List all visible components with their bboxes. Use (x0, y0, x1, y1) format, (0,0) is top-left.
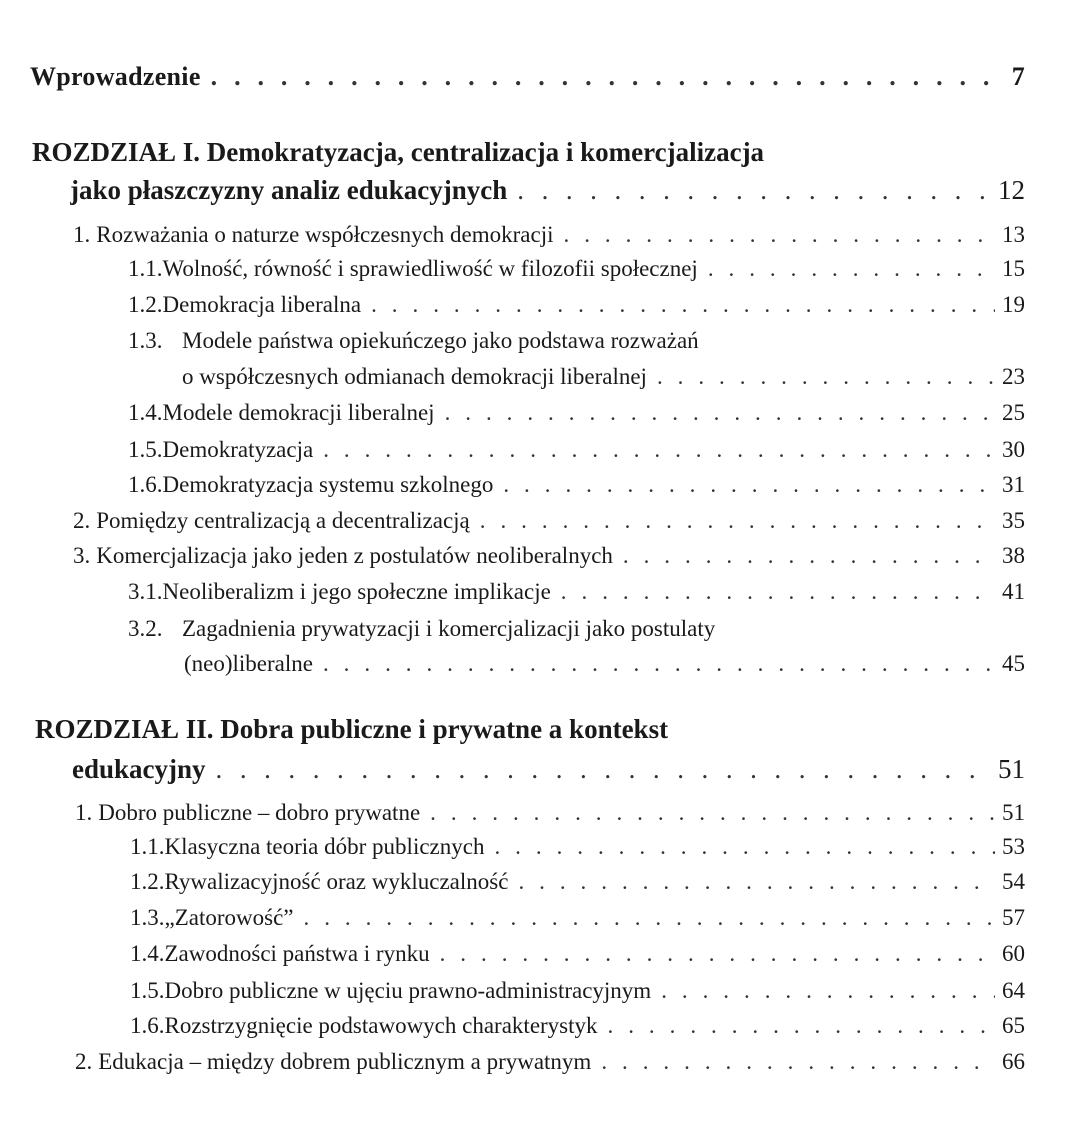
entry-title: Demokratyzacja (162, 437, 314, 462)
leader-dots (361, 292, 995, 318)
toc-entry (128, 256, 1025, 282)
leader-dots (651, 978, 995, 1004)
page-number: 41 (1002, 579, 1025, 604)
page-number: 25 (1002, 400, 1025, 425)
leader-dots (508, 869, 995, 895)
toc-entry (130, 834, 1025, 860)
toc-entry-line2 (184, 651, 1025, 677)
entry-title: Modele państwa opiekuńczego jako podstawa rozważań (182, 328, 699, 353)
leader-dots (613, 543, 995, 569)
toc-entry-intro (30, 62, 1025, 92)
entry-number: 1.5. (130, 978, 165, 1003)
page-number: 15 (1002, 256, 1025, 281)
page-number: 54 (1002, 869, 1025, 894)
toc-entry (75, 1049, 1025, 1075)
page-number: 19 (1002, 292, 1025, 317)
toc-entry-line2 (182, 364, 1025, 390)
entry-title: Rywalizacyjność oraz wykluczalność (164, 869, 509, 894)
toc-entry (130, 978, 1025, 1004)
leader-dots (294, 905, 996, 931)
page-number: 65 (1002, 1013, 1025, 1038)
leader-dots (554, 222, 996, 248)
entry-title: Wprowadzenie (30, 62, 201, 91)
page-number: 57 (1002, 905, 1025, 930)
entry-number: 2. (75, 1049, 93, 1074)
chapter-2-heading-line1: ROZDZIAŁ II. Dobra publiczne i prywatne a kontekst (35, 714, 669, 744)
entry-title: Neoliberalizm i jego społeczne implikacje (162, 579, 551, 604)
entry-number: 1.1. (130, 834, 165, 859)
entry-number: 1.3. (130, 905, 165, 930)
entry-title: Pomiędzy centralizacją a decentralizacją (96, 508, 470, 533)
toc-entry (130, 869, 1025, 895)
entry-title: Demokracja liberalna (162, 292, 362, 317)
leader-dots (507, 175, 995, 206)
toc-entry (73, 508, 1025, 534)
toc-entry (128, 292, 1025, 318)
page-number: 31 (1002, 472, 1025, 497)
leader-dots (647, 364, 995, 390)
page-number: 51 (998, 754, 1025, 784)
entry-number: 3.1. (128, 579, 163, 604)
page-number: 51 (1002, 800, 1025, 825)
toc-entry (130, 905, 1025, 931)
page-number: 38 (1002, 543, 1025, 568)
leader-dots (698, 256, 995, 282)
entry-number: 1. (73, 222, 91, 247)
page-number: 45 (1002, 651, 1025, 676)
leader-dots (206, 754, 995, 785)
entry-number: 1.2. (128, 292, 163, 317)
entry-title: Klasyczna teoria dóbr publicznych (164, 834, 485, 859)
entry-number: 1. (75, 800, 93, 825)
entry-number: 1.2. (130, 869, 165, 894)
page-number: 7 (1011, 62, 1025, 91)
toc-entry (73, 543, 1025, 569)
leader-dots (591, 1049, 995, 1075)
entry-number: 1.4. (130, 941, 165, 966)
toc-entry (128, 437, 1025, 463)
leader-dots (470, 508, 995, 534)
entry-title: edukacyjny (72, 754, 206, 784)
page-number: 13 (1002, 222, 1025, 247)
entry-title: Zagadnienia prywatyzacji i komercjalizacji jako postulaty (182, 616, 716, 641)
toc-entry (128, 579, 1025, 605)
toc-entry (130, 1013, 1025, 1039)
toc-entry-line1 (128, 328, 699, 354)
entry-number: 1.6. (128, 472, 163, 497)
entry-number: 1.4. (128, 400, 163, 425)
leader-dots (493, 472, 995, 498)
entry-title: o współczesnych odmianach demokracji liberalnej (182, 364, 647, 389)
leader-dots (201, 62, 995, 92)
leader-dots (551, 579, 995, 605)
entry-number: 2. (73, 508, 91, 533)
entry-title: Demokratyzacja systemu szkolnego (162, 472, 494, 497)
page-number: 23 (1002, 364, 1025, 389)
entry-number: 1.5. (128, 437, 163, 462)
toc-entry-line1 (128, 616, 715, 642)
entry-title: „Zatorowość” (164, 905, 294, 930)
page-number: 60 (1002, 941, 1025, 966)
page-number: 30 (1002, 437, 1025, 462)
chapter-1-heading-line1: ROZDZIAŁ I. Demokratyzacja, centralizacja i komercjalizacja (32, 137, 765, 167)
page-number: 53 (1002, 834, 1025, 859)
entry-title: Wolność, równość i sprawiedliwość w filozofii społecznej (162, 256, 698, 281)
entry-title: Komercjalizacja jako jeden z postulatów neoliberalnych (96, 543, 613, 568)
toc-entry (128, 472, 1025, 498)
entry-number: 1.3. (128, 328, 163, 353)
leader-dots (435, 400, 995, 426)
toc-entry (130, 941, 1025, 967)
leader-dots (313, 651, 995, 677)
entry-title: Modele demokracji liberalnej (162, 400, 435, 425)
toc-entry (75, 800, 1025, 826)
leader-dots (420, 800, 995, 826)
page-number: 64 (1002, 978, 1025, 1003)
page-number: 35 (1002, 508, 1025, 533)
entry-number: 3.2. (128, 616, 163, 641)
leader-dots (484, 834, 995, 860)
entry-title: Dobro publiczne – dobro prywatne (98, 800, 421, 825)
toc-entry (73, 222, 1025, 248)
leader-dots (313, 437, 995, 463)
leader-dots (598, 1013, 995, 1039)
chapter-2-heading-line2 (72, 754, 1025, 785)
leader-dots (430, 941, 995, 967)
entry-title: Zawodności państwa i rynku (164, 941, 430, 966)
entry-title: Edukacja – między dobrem publicznym a prywatnym (98, 1049, 592, 1074)
entry-title: Rozstrzygnięcie podstawowych charakterystyk (164, 1013, 598, 1038)
entry-title: jako płaszczyzny analiz edukacyjnych (70, 175, 508, 205)
page-number: 66 (1002, 1049, 1025, 1074)
toc-entry (128, 400, 1025, 426)
entry-number: 1.6. (130, 1013, 165, 1038)
entry-title: (neo)liberalne (184, 651, 313, 676)
entry-title: Dobro publiczne w ujęciu prawno-administracyjnym (164, 978, 652, 1003)
entry-number: 1.1. (128, 256, 163, 281)
page-number: 12 (998, 175, 1025, 205)
entry-title: Rozważania o naturze współczesnych demokracji (96, 222, 554, 247)
chapter-1-heading-line2 (70, 175, 1025, 206)
entry-number: 3. (73, 543, 91, 568)
